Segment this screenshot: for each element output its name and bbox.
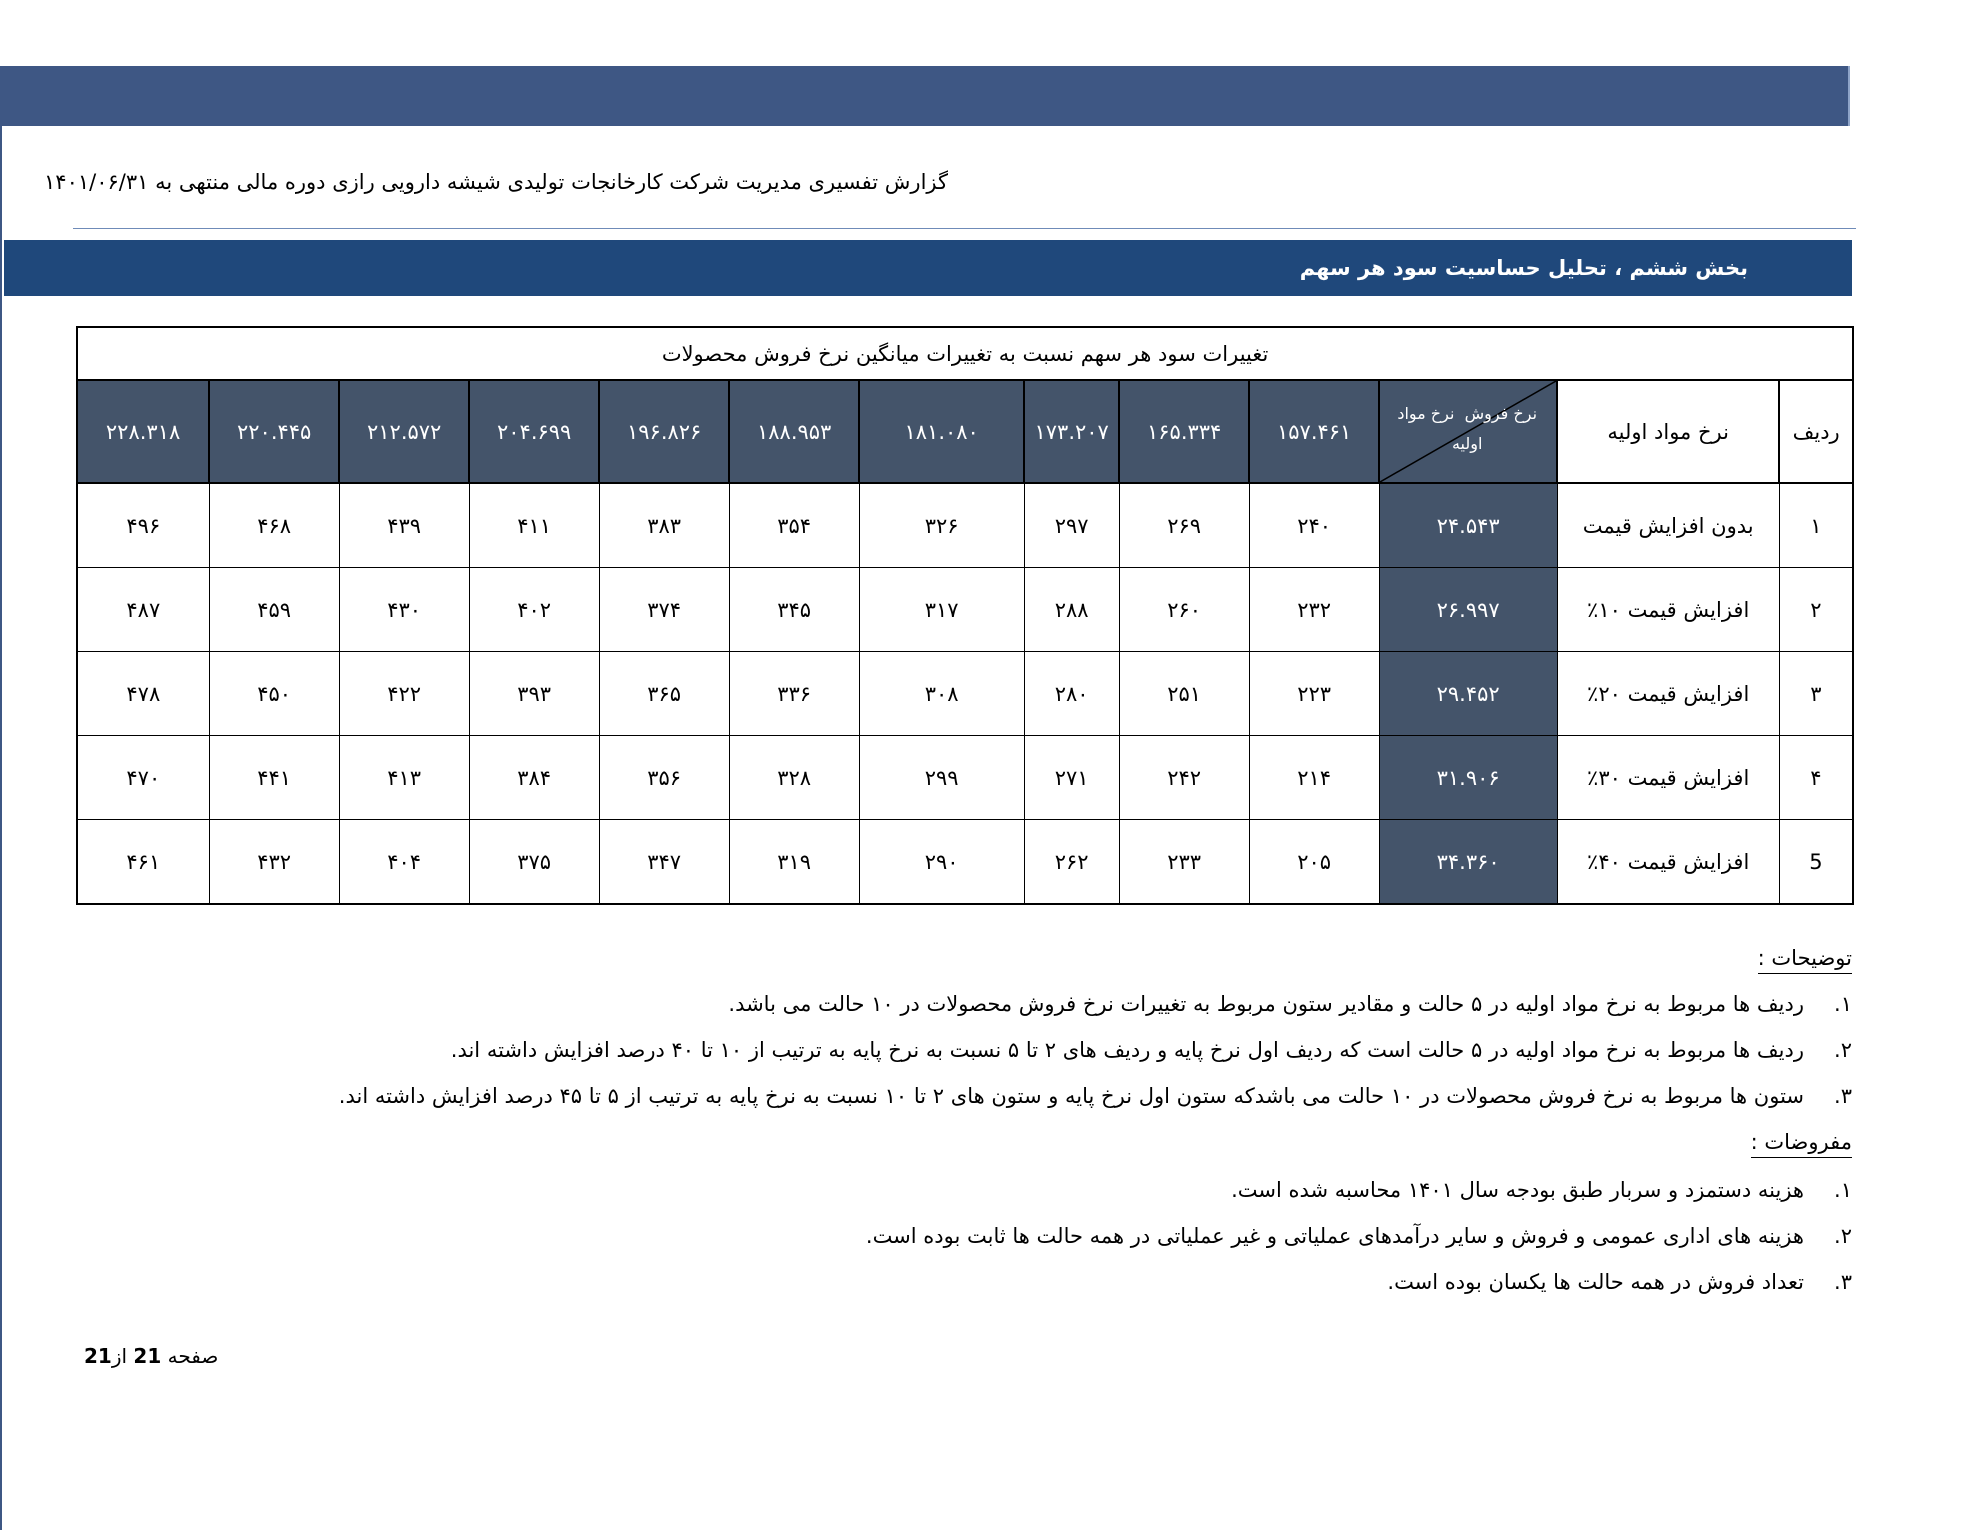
eps-value-cell: ۳۸۳ xyxy=(599,483,729,568)
eps-value-cell: ۲۲۳ xyxy=(1249,652,1379,736)
eps-value-cell: ۳۷۵ xyxy=(469,820,599,905)
title-divider xyxy=(73,228,1856,229)
explanation-number: ۳. xyxy=(1834,1084,1852,1108)
row-index: ۱ xyxy=(1779,483,1853,568)
page-word: صفحه xyxy=(167,1344,219,1368)
row-index: ۴ xyxy=(1779,736,1853,820)
eps-value-cell: ۴۲۲ xyxy=(339,652,469,736)
eps-value-cell: ۴۷۰ xyxy=(77,736,209,820)
table-header-row xyxy=(77,380,1853,483)
row-material-scenario: افزایش قیمت ۳۰٪ xyxy=(1557,736,1779,820)
table-body xyxy=(77,483,1853,904)
eps-value-cell: ۴۵۰ xyxy=(209,652,339,736)
assumption-number: ۱. xyxy=(1834,1178,1852,1202)
eps-value-cell: ۲۴۰ xyxy=(1249,483,1379,568)
header-sale-price: ۲۱۲.۵۷۲ xyxy=(339,380,469,483)
assumption-item xyxy=(1387,1270,1852,1294)
eps-value-cell: ۴۸۷ xyxy=(77,568,209,652)
explanation-text: ردیف ها مربوط به نرخ مواد اولیه در ۵ حالت است که ردیف اول نرخ پایه و ردیف های ۲ تا ۵ نسبت به نرخ پایه به ترتیب از ۱۰ تا ۴۰ درصد افزایش داشته اند. xyxy=(450,1038,1804,1062)
sensitivity-table-container xyxy=(76,326,1852,905)
eps-value-cell: ۲۳۳ xyxy=(1119,820,1249,905)
section-banner xyxy=(4,240,1852,296)
assumption-text: هزینه دستمزد و سربار طبق بودجه سال ۱۴۰۱ محاسبه شده است. xyxy=(1231,1178,1804,1202)
eps-value-cell: ۴۳۰ xyxy=(339,568,469,652)
explanation-item xyxy=(451,1038,1852,1062)
header-diag-material-rate: نرخ مواد اولیه xyxy=(1397,404,1483,453)
row-material-scenario: افزایش قیمت ۴۰٪ xyxy=(1557,820,1779,905)
explanations-heading: توضیحات : xyxy=(1758,946,1852,974)
eps-value-cell: ۲۸۰ xyxy=(1024,652,1119,736)
row-material-rate: ۲۹.۴۵۲ xyxy=(1379,652,1557,736)
top-banner-edge xyxy=(1848,66,1850,126)
assumption-item xyxy=(866,1224,1852,1248)
eps-value-cell: ۳۳۶ xyxy=(729,652,859,736)
eps-value-cell: ۴۱۳ xyxy=(339,736,469,820)
eps-value-cell: ۳۱۷ xyxy=(859,568,1024,652)
table-row xyxy=(77,652,1853,736)
assumption-number: ۲. xyxy=(1834,1224,1852,1248)
assumption-text: تعداد فروش در همه حالت ها یکسان بوده است. xyxy=(1387,1270,1804,1294)
eps-value-cell: ۳۰۸ xyxy=(859,652,1024,736)
header-sale-price: ۱۵۷.۴۶۱ xyxy=(1249,380,1379,483)
eps-value-cell: ۳۷۴ xyxy=(599,568,729,652)
eps-value-cell: ۳۴۷ xyxy=(599,820,729,905)
row-material-rate: ۳۱.۹۰۶ xyxy=(1379,736,1557,820)
header-sale-price: ۲۲۰.۴۴۵ xyxy=(209,380,339,483)
header-sale-price: ۱۹۶.۸۲۶ xyxy=(599,380,729,483)
eps-value-cell: ۳۱۹ xyxy=(729,820,859,905)
eps-value-cell: ۳۲۸ xyxy=(729,736,859,820)
eps-value-cell: ۳۵۶ xyxy=(599,736,729,820)
explanation-text: ردیف ها مربوط به نرخ مواد اولیه در ۵ حالت و مقادیر ستون مربوط به تغییرات نرخ فروش محصولات در ۱۰ حالت می باشد. xyxy=(728,992,1804,1016)
eps-value-cell: ۲۶۰ xyxy=(1119,568,1249,652)
page-of-word: از xyxy=(111,1344,128,1368)
table-row xyxy=(77,568,1853,652)
eps-value-cell: ۲۰۵ xyxy=(1249,820,1379,905)
eps-value-cell: ۲۸۸ xyxy=(1024,568,1119,652)
eps-value-cell: ۴۷۸ xyxy=(77,652,209,736)
eps-value-cell: ۳۶۵ xyxy=(599,652,729,736)
eps-value-cell: ۴۵۹ xyxy=(209,568,339,652)
header-material-rate: نرخ مواد اولیه xyxy=(1557,380,1779,483)
eps-value-cell: ۲۶۲ xyxy=(1024,820,1119,905)
eps-value-cell: ۴۹۶ xyxy=(77,483,209,568)
header-sale-price: ۱۸۸.۹۵۳ xyxy=(729,380,859,483)
row-material-rate: ۲۶.۹۹۷ xyxy=(1379,568,1557,652)
top-banner xyxy=(0,66,1848,126)
eps-value-cell: ۳۴۵ xyxy=(729,568,859,652)
eps-value-cell: ۴۶۱ xyxy=(77,820,209,905)
eps-value-cell: ۴۱۱ xyxy=(469,483,599,568)
table-row xyxy=(77,483,1853,568)
header-diagonal-cell xyxy=(1379,380,1557,483)
table-caption: تغییرات سود هر سهم نسبت به تغییرات میانگین نرخ فروش محصولات xyxy=(77,327,1853,380)
header-sale-price: ۱۸۱.۰۸۰ xyxy=(859,380,1024,483)
row-index: ۳ xyxy=(1779,652,1853,736)
header-sale-price: ۱۷۳.۲۰۷ xyxy=(1024,380,1119,483)
report-title: گزارش تفسیری مدیریت شرکت کارخانجات تولیدی شیشه دارویی رازی دوره مالی منتهی به ۱۴۰۱/۰۶/۳۱ xyxy=(44,170,948,194)
header-sale-price: ۲۰۴.۶۹۹ xyxy=(469,380,599,483)
left-page-rule xyxy=(0,66,2,1530)
page-number xyxy=(84,1344,218,1368)
explanation-item xyxy=(339,1084,1852,1108)
eps-value-cell: ۲۷۱ xyxy=(1024,736,1119,820)
eps-value-cell: ۲۹۷ xyxy=(1024,483,1119,568)
eps-value-cell: ۴۴۱ xyxy=(209,736,339,820)
table-row xyxy=(77,820,1853,905)
header-diag-sale-rate: نرخ فروش xyxy=(1464,404,1538,423)
eps-value-cell: ۳۵۴ xyxy=(729,483,859,568)
header-sale-price: ۱۶۵.۳۳۴ xyxy=(1119,380,1249,483)
page-total: 21 xyxy=(84,1344,112,1368)
assumption-item xyxy=(1231,1178,1852,1202)
table-row xyxy=(77,736,1853,820)
eps-value-cell: ۳۹۳ xyxy=(469,652,599,736)
row-material-scenario: افزایش قیمت ۱۰٪ xyxy=(1557,568,1779,652)
row-material-rate: ۳۴.۳۶۰ xyxy=(1379,820,1557,905)
eps-value-cell: ۴۰۴ xyxy=(339,820,469,905)
page-current: 21 xyxy=(133,1344,162,1368)
row-material-rate: ۲۴.۵۴۳ xyxy=(1379,483,1557,568)
sensitivity-table xyxy=(76,326,1854,905)
assumption-text: هزینه های اداری عمومی و فروش و سایر درآمدهای عملیاتی و غیر عملیاتی در همه حالت ها ثابت بوده است. xyxy=(865,1224,1804,1248)
explanation-text: ستون ها مربوط به نرخ فروش محصولات در ۱۰ حالت می باشدکه ستون اول نرخ پایه و ستون های ۲ تا ۱۰ نسبت به نرخ پایه به ترتیب از ۵ تا ۴۵ درصد افزایش داشته اند. xyxy=(338,1084,1804,1108)
row-material-scenario: بدون افزایش قیمت xyxy=(1557,483,1779,568)
eps-value-cell: ۴۰۲ xyxy=(469,568,599,652)
eps-value-cell: ۲۹۰ xyxy=(859,820,1024,905)
eps-value-cell: ۲۳۲ xyxy=(1249,568,1379,652)
eps-value-cell: ۳۸۴ xyxy=(469,736,599,820)
explanation-item xyxy=(728,992,1852,1016)
header-sale-price: ۲۲۸.۳۱۸ xyxy=(77,380,209,483)
explanation-number: ۲. xyxy=(1834,1038,1852,1062)
eps-value-cell: ۲۶۹ xyxy=(1119,483,1249,568)
assumption-number: ۳. xyxy=(1834,1270,1852,1294)
eps-value-cell: ۳۲۶ xyxy=(859,483,1024,568)
row-material-scenario: افزایش قیمت ۲۰٪ xyxy=(1557,652,1779,736)
assumptions-heading: مفروضات : xyxy=(1751,1130,1852,1158)
eps-value-cell: ۲۹۹ xyxy=(859,736,1024,820)
eps-value-cell: ۴۶۸ xyxy=(209,483,339,568)
row-index: ۲ xyxy=(1779,568,1853,652)
section-title: بخش ششم ، تحلیل حساسیت سود هر سهم xyxy=(1299,256,1748,280)
explanation-number: ۱. xyxy=(1834,992,1852,1016)
header-row-index: ردیف xyxy=(1779,380,1853,483)
eps-value-cell: ۴۳۲ xyxy=(209,820,339,905)
eps-value-cell: ۲۱۴ xyxy=(1249,736,1379,820)
eps-value-cell: ۲۵۱ xyxy=(1119,652,1249,736)
row-index: 5 xyxy=(1779,820,1853,905)
eps-value-cell: ۲۴۲ xyxy=(1119,736,1249,820)
eps-value-cell: ۴۳۹ xyxy=(339,483,469,568)
